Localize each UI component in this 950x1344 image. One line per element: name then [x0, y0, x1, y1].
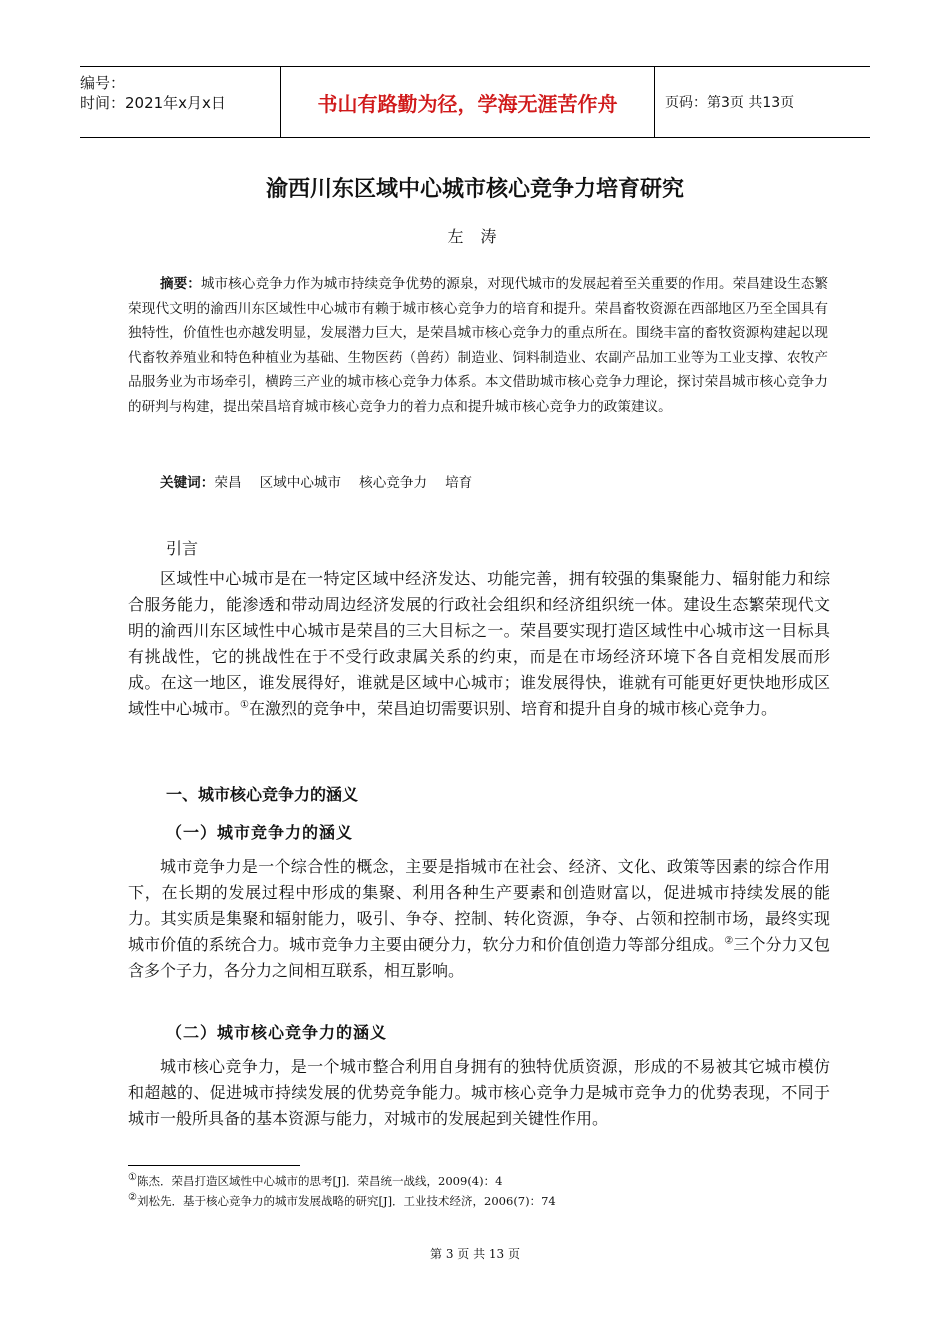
- intro-paragraph: [128, 566, 830, 722]
- footnote-ref: ②: [724, 935, 734, 947]
- serial-label: 编号：: [80, 74, 126, 92]
- footnote-mark: ②: [128, 1192, 137, 1204]
- page-footer: 第 3 页 共 13 页: [430, 1247, 520, 1261]
- subsection2-paragraph: 城市核心竞争力，是一个城市整合利用自身拥有的独特优质资源，形成的不易被其它城市模仿和超越的、促进城市持续发展的优势竞争能力。城市核心竞争力是城市竞争力的优势表现，不同于城市一般所具备的基本资源与能力，对城市的发展起到关键性作用。: [128, 1057, 830, 1128]
- keyword: 核心竞争力: [359, 475, 428, 491]
- abstract: [128, 272, 828, 419]
- time-label: 时间：2021年x月x日: [80, 94, 226, 112]
- header-page-number: 页码：第3页 共13页: [665, 95, 795, 111]
- document-title: 渝西川东区域中心城市核心竞争力培育研究: [265, 177, 684, 202]
- footnote-divider: [128, 1165, 300, 1166]
- page-header: [80, 66, 870, 138]
- intro-heading: 引言: [166, 539, 199, 558]
- section-heading: 一、城市核心竞争力的涵义: [166, 785, 359, 804]
- subsection1-paragraph: [128, 854, 830, 984]
- intro-text-a: 区域性中心城市是在一特定区域中经济发达、功能完善，拥有较强的集聚能力、辐射能力和综合服务能力，能渗透和带动周边经济发展的行政社会组织和经济组织统一体。建设生态繁荣现代文明的渝西川东区域性中心城市是荣昌的三大目标之一。荣昌要实现打造区域性中心城市这一目标具有挑战性，它的挑战性在于不受行政隶属关系的约束，而是在市场经济环境下各自竞相发展而形成。在这一地区，谁发展得好，谁就是区域中心城市；谁发展得快，谁就有可能更好更快地形成区域性中心城市。: [128, 569, 830, 718]
- subsection1-text-b: 三个分力又包含多个子力，各分力之间相互联系，相互影响。: [128, 935, 830, 980]
- abstract-label: 摘要：: [160, 276, 201, 292]
- subsection1-text-a: 城市竞争力是一个综合性的概念，主要是指城市在社会、经济、文化、政策等因素的综合作用下，在长期的发展过程中形成的集聚、利用各种生产要素和创造财富以，促进城市持续发展的能力。其实质是集聚和辐射能力，吸引、争夺、控制、转化资源，争夺、占领和控制市场，最终实现城市价值的系统合力。城市竞争力主要由硬分力，软分力和价值创造力等部分组成。: [128, 857, 830, 954]
- footnote: [128, 1172, 502, 1190]
- header-meta: [80, 67, 280, 137]
- keyword: 区域中心城市: [259, 475, 342, 491]
- keywords: [128, 472, 490, 494]
- subsection-heading: （二）城市核心竞争力的涵义: [166, 1023, 388, 1042]
- keyword: 培育: [445, 475, 473, 491]
- abstract-text: 城市核心竞争力作为城市持续竞争优势的源泉，对现代城市的发展起着至关重要的作用。荣昌建设生态繁荣现代文明的渝西川东区域性中心城市有赖于城市核心竞争力的培育和提升。荣昌畜牧资源在西部地区乃至全国具有独特性，价值性也亦越发明显，发展潜力巨大，是荣昌城市核心竞争力的重点所在。围绕丰富的畜牧资源构建起以现代畜牧养殖业和特色种植业为基础、生物医药（兽药）制造业、饲料制造业、农副产品加工业等为工业支撑、农牧产品服务业为市场牵引，横跨三产业的城市核心竞争力体系。本文借助城市核心竞争力理论，探讨荣昌城市核心竞争力的研判与构建，提出荣昌培育城市核心竞争力的着力点和提升城市核心竞争力的政策建议。: [128, 276, 829, 415]
- keywords-label: 关键词：: [160, 475, 215, 491]
- footnote-text: 刘松先．基于核心竞争力的城市发展战略的研究[J]．工业技术经济，2006(7)：74: [136, 1194, 556, 1208]
- author: 左 涛: [447, 227, 503, 246]
- footnote-ref: ①: [240, 699, 249, 711]
- footnote-mark: ①: [128, 1172, 137, 1184]
- subsection-heading: （一）城市竞争力的涵义: [166, 823, 354, 842]
- header-motto: 书山有路勤为径，学海无涯苦作舟: [280, 67, 655, 137]
- footnote-text: 陈杰．荣昌打造区域性中心城市的思考[J]．荣昌统一战线，2009(4)：4: [136, 1174, 503, 1188]
- intro-text-b: 在激烈的竞争中，荣昌迫切需要识别、培育和提升自身的城市核心竞争力。: [248, 699, 777, 718]
- keyword: 荣昌: [214, 475, 242, 491]
- footnote: [128, 1192, 556, 1210]
